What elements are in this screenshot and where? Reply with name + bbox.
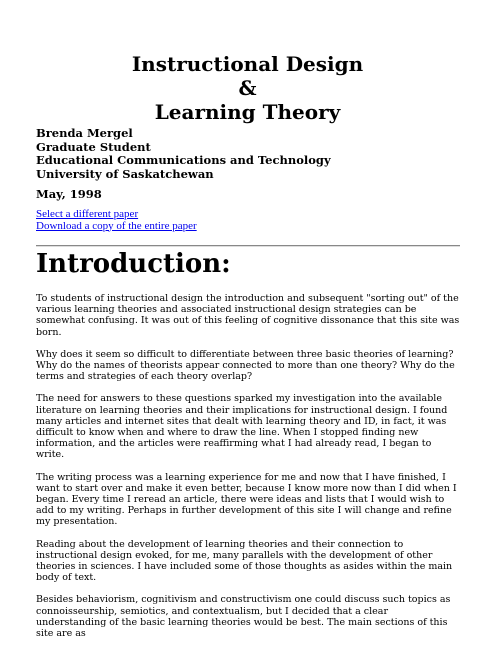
author-name: Brenda Mergel [36, 126, 133, 140]
publication-date: May, 1998 [36, 187, 102, 201]
section-heading: Introduction: [36, 249, 231, 279]
page-title-line-1: Instructional Design [131, 52, 364, 76]
author-department: Educational Communications and Technology [36, 153, 331, 167]
download-paper-link[interactable]: Download a copy of the entire paper [36, 219, 197, 232]
paper-links [36, 209, 197, 232]
horizontal-rule [36, 245, 460, 247]
paragraph: Besides behaviorism, cognitivism and constructivism one could discuss such topics as connoisseurship, semiotics, and contextualism, but I decided that a clear understanding of the basic learning theories would be best. The main sections of this site are as [36, 594, 451, 640]
body-text [36, 293, 460, 650]
page-title-line-3: Learning Theory [154, 100, 341, 124]
author-university: University of Saskatchewan [36, 166, 214, 181]
paragraph: The need for answers to these questions sparked my investigation into the available literature on learning theories and their implications for instructional design. I found many articles and internet sites that dealt with learning theory and ID, in fact, it was difficult to know when and where to draw the line. When I stopped finding new information, and the articles were reaffirming what I had already read, I began to write. [36, 393, 448, 461]
page-title [0, 52, 495, 124]
select-paper-link[interactable]: Select a different paper [36, 208, 139, 220]
paragraph: Reading about the development of learning theories and their connection to instructional design evoked, for me, many parallels with the development of other theories in sciences. I have included some of those thoughts as asides within the main body of text. [36, 538, 453, 584]
author-block [36, 127, 331, 181]
page-title-ampersand: & [238, 76, 257, 100]
paragraph: The writing process was a learning experience for me and now that I have finished, I want to start over and make it even better, because I know more now than I did when I began. Every time I reread an article, there were ideas and lists that I would wish to add to my writing. Perhaps in further development of this site I will change and refine my presentation. [36, 471, 457, 528]
paragraph: To students of instructional design the introduction and subsequent "sorting out" of the various learning theories and associated instructional design strategies can be somewhat confusing. It was out of this feeling of cognitive dissonance that this site was born. [36, 293, 460, 338]
author-role: Graduate Student [36, 139, 151, 154]
paragraph: Why does it seem so difficult to differentiate between three basic theories of learning? Why do the names of theorists appear connected to more than one theory? Why do the terms and strategies of each theory overlap? [36, 348, 455, 383]
